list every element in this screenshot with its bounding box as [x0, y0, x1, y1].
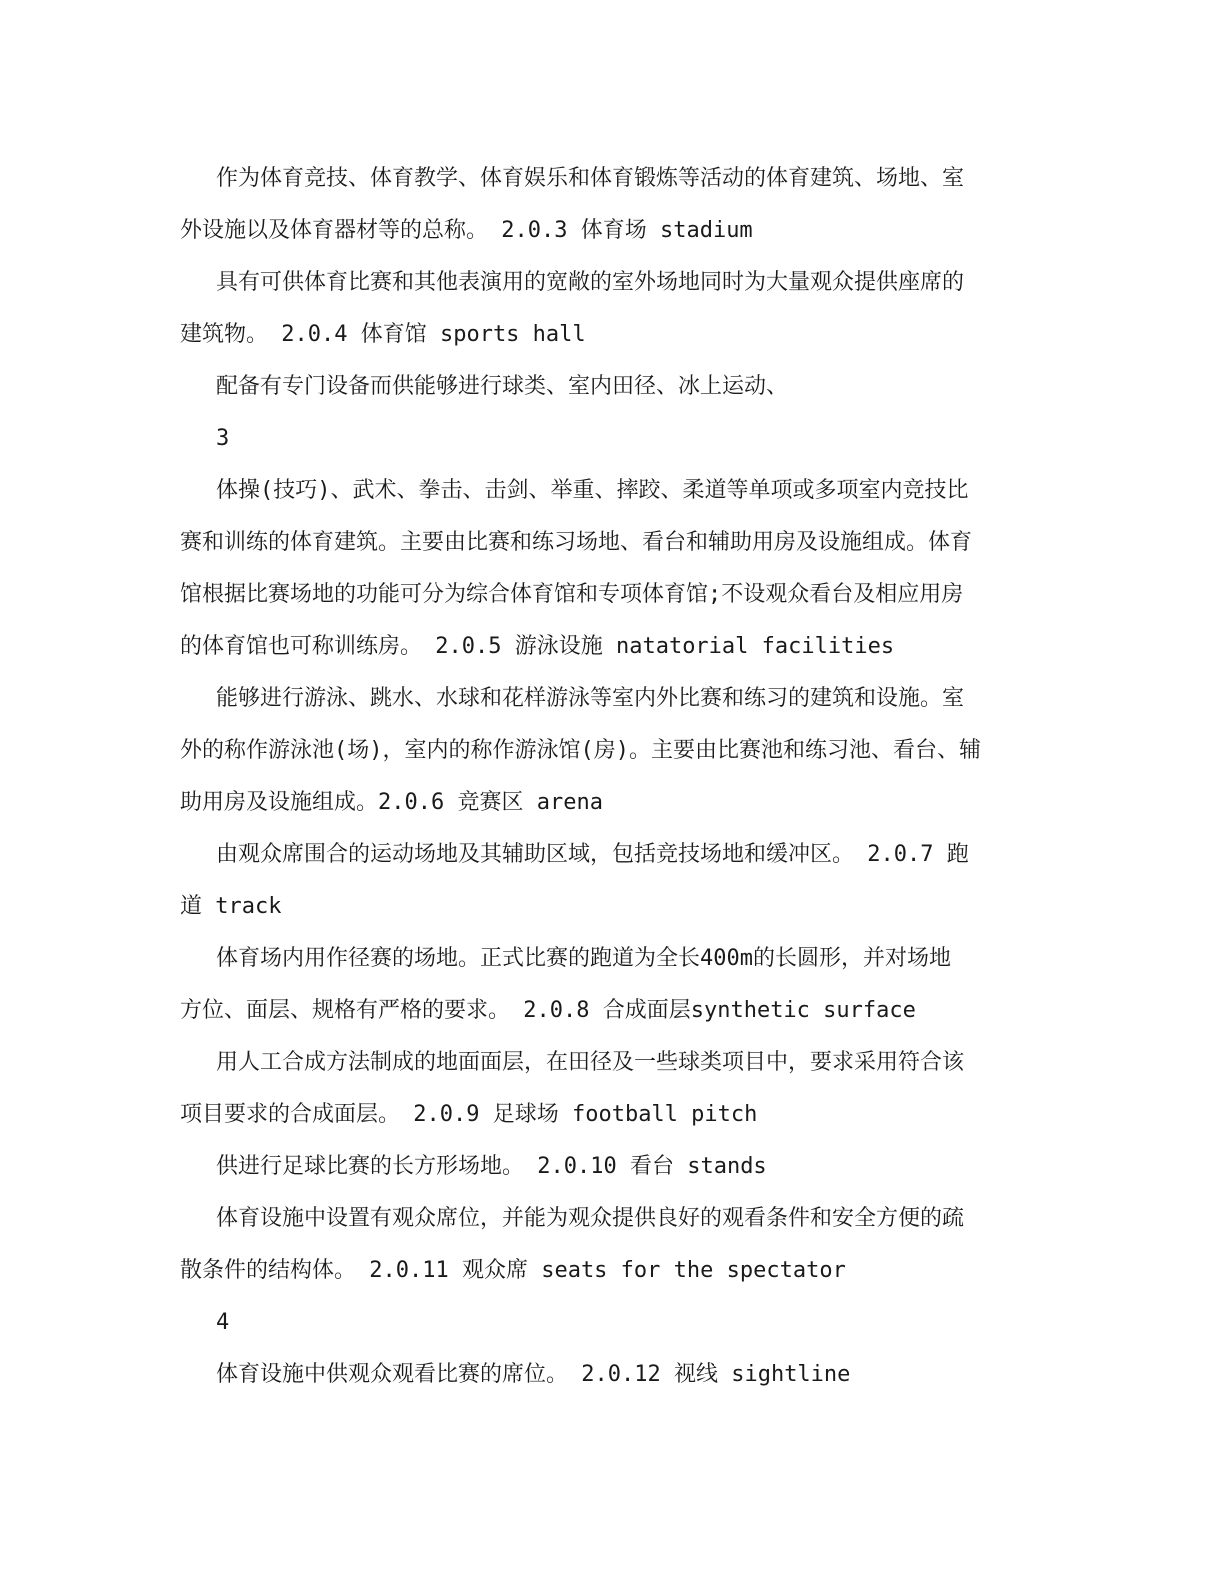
- paragraph-first-line: 体操(技巧)、武术、拳击、击剑、举重、摔跤、柔道等单项或多项室内竞技比: [216, 478, 969, 503]
- paragraph-first-line: 配备有专门设备而供能够进行球类、室内田径、冰上运动、: [216, 374, 789, 399]
- paragraph-line: 建筑物。 2.0.4 体育馆 sports hall: [180, 322, 586, 347]
- paragraph-first-line: 作为体育竞技、体育教学、体育娱乐和体育锻炼等活动的体育建筑、场地、室: [216, 166, 965, 191]
- paragraph-first-line: 具有可供体育比赛和其他表演用的宽敞的室外场地同时为大量观众提供座席的: [216, 270, 965, 295]
- paragraph-line: 散条件的结构体。 2.0.11 观众席 seats for the spectator: [180, 1258, 846, 1283]
- paragraph-line: 外设施以及体育器材等的总称。 2.0.3 体育场 stadium: [180, 218, 753, 243]
- paragraph-line: 助用房及设施组成。2.0.6 竞赛区 arena: [180, 790, 603, 815]
- paragraph-first-line: 4: [216, 1310, 230, 1335]
- paragraph-first-line: 体育场内用作径赛的场地。正式比赛的跑道为全长400m的长圆形，并对场地: [216, 946, 951, 971]
- paragraph-line: 的体育馆也可称训练房。 2.0.5 游泳设施 natatorial facilities: [180, 634, 895, 659]
- paragraph-line: 道 track: [180, 894, 282, 919]
- paragraph-first-line: 用人工合成方法制成的地面面层，在田径及一些球类项目中，要求采用符合该: [216, 1050, 965, 1075]
- paragraph-line: 外的称作游泳池(场)，室内的称作游泳馆(房)。主要由比赛池和练习池、看台、辅: [180, 738, 981, 763]
- paragraph-line: 项目要求的合成面层。 2.0.9 足球场 football pitch: [180, 1102, 758, 1127]
- paragraph-first-line: 能够进行游泳、跳水、水球和花样游泳等室内外比赛和练习的建筑和设施。室: [216, 686, 965, 711]
- paragraph-first-line: 3: [216, 426, 230, 451]
- paragraph-line: 赛和训练的体育建筑。主要由比赛和练习场地、看台和辅助用房及设施组成。体育: [180, 530, 973, 555]
- paragraph-line: 馆根据比赛场地的功能可分为综合体育馆和专项体育馆;不设观众看台及相应用房: [180, 582, 964, 607]
- paragraph-first-line: 由观众席围合的运动场地及其辅助区域，包括竞技场地和缓冲区。 2.0.7 跑: [216, 842, 969, 867]
- paragraph-first-line: 体育设施中设置有观众席位，并能为观众提供良好的观看条件和安全方便的疏: [216, 1206, 965, 1231]
- paragraph-first-line: 体育设施中供观众观看比赛的席位。 2.0.12 视线 sightline: [216, 1362, 851, 1387]
- paragraph-first-line: 供进行足球比赛的长方形场地。 2.0.10 看台 stands: [216, 1154, 767, 1179]
- paragraph-line: 方位、面层、规格有严格的要求。 2.0.8 合成面层synthetic surface: [180, 998, 916, 1023]
